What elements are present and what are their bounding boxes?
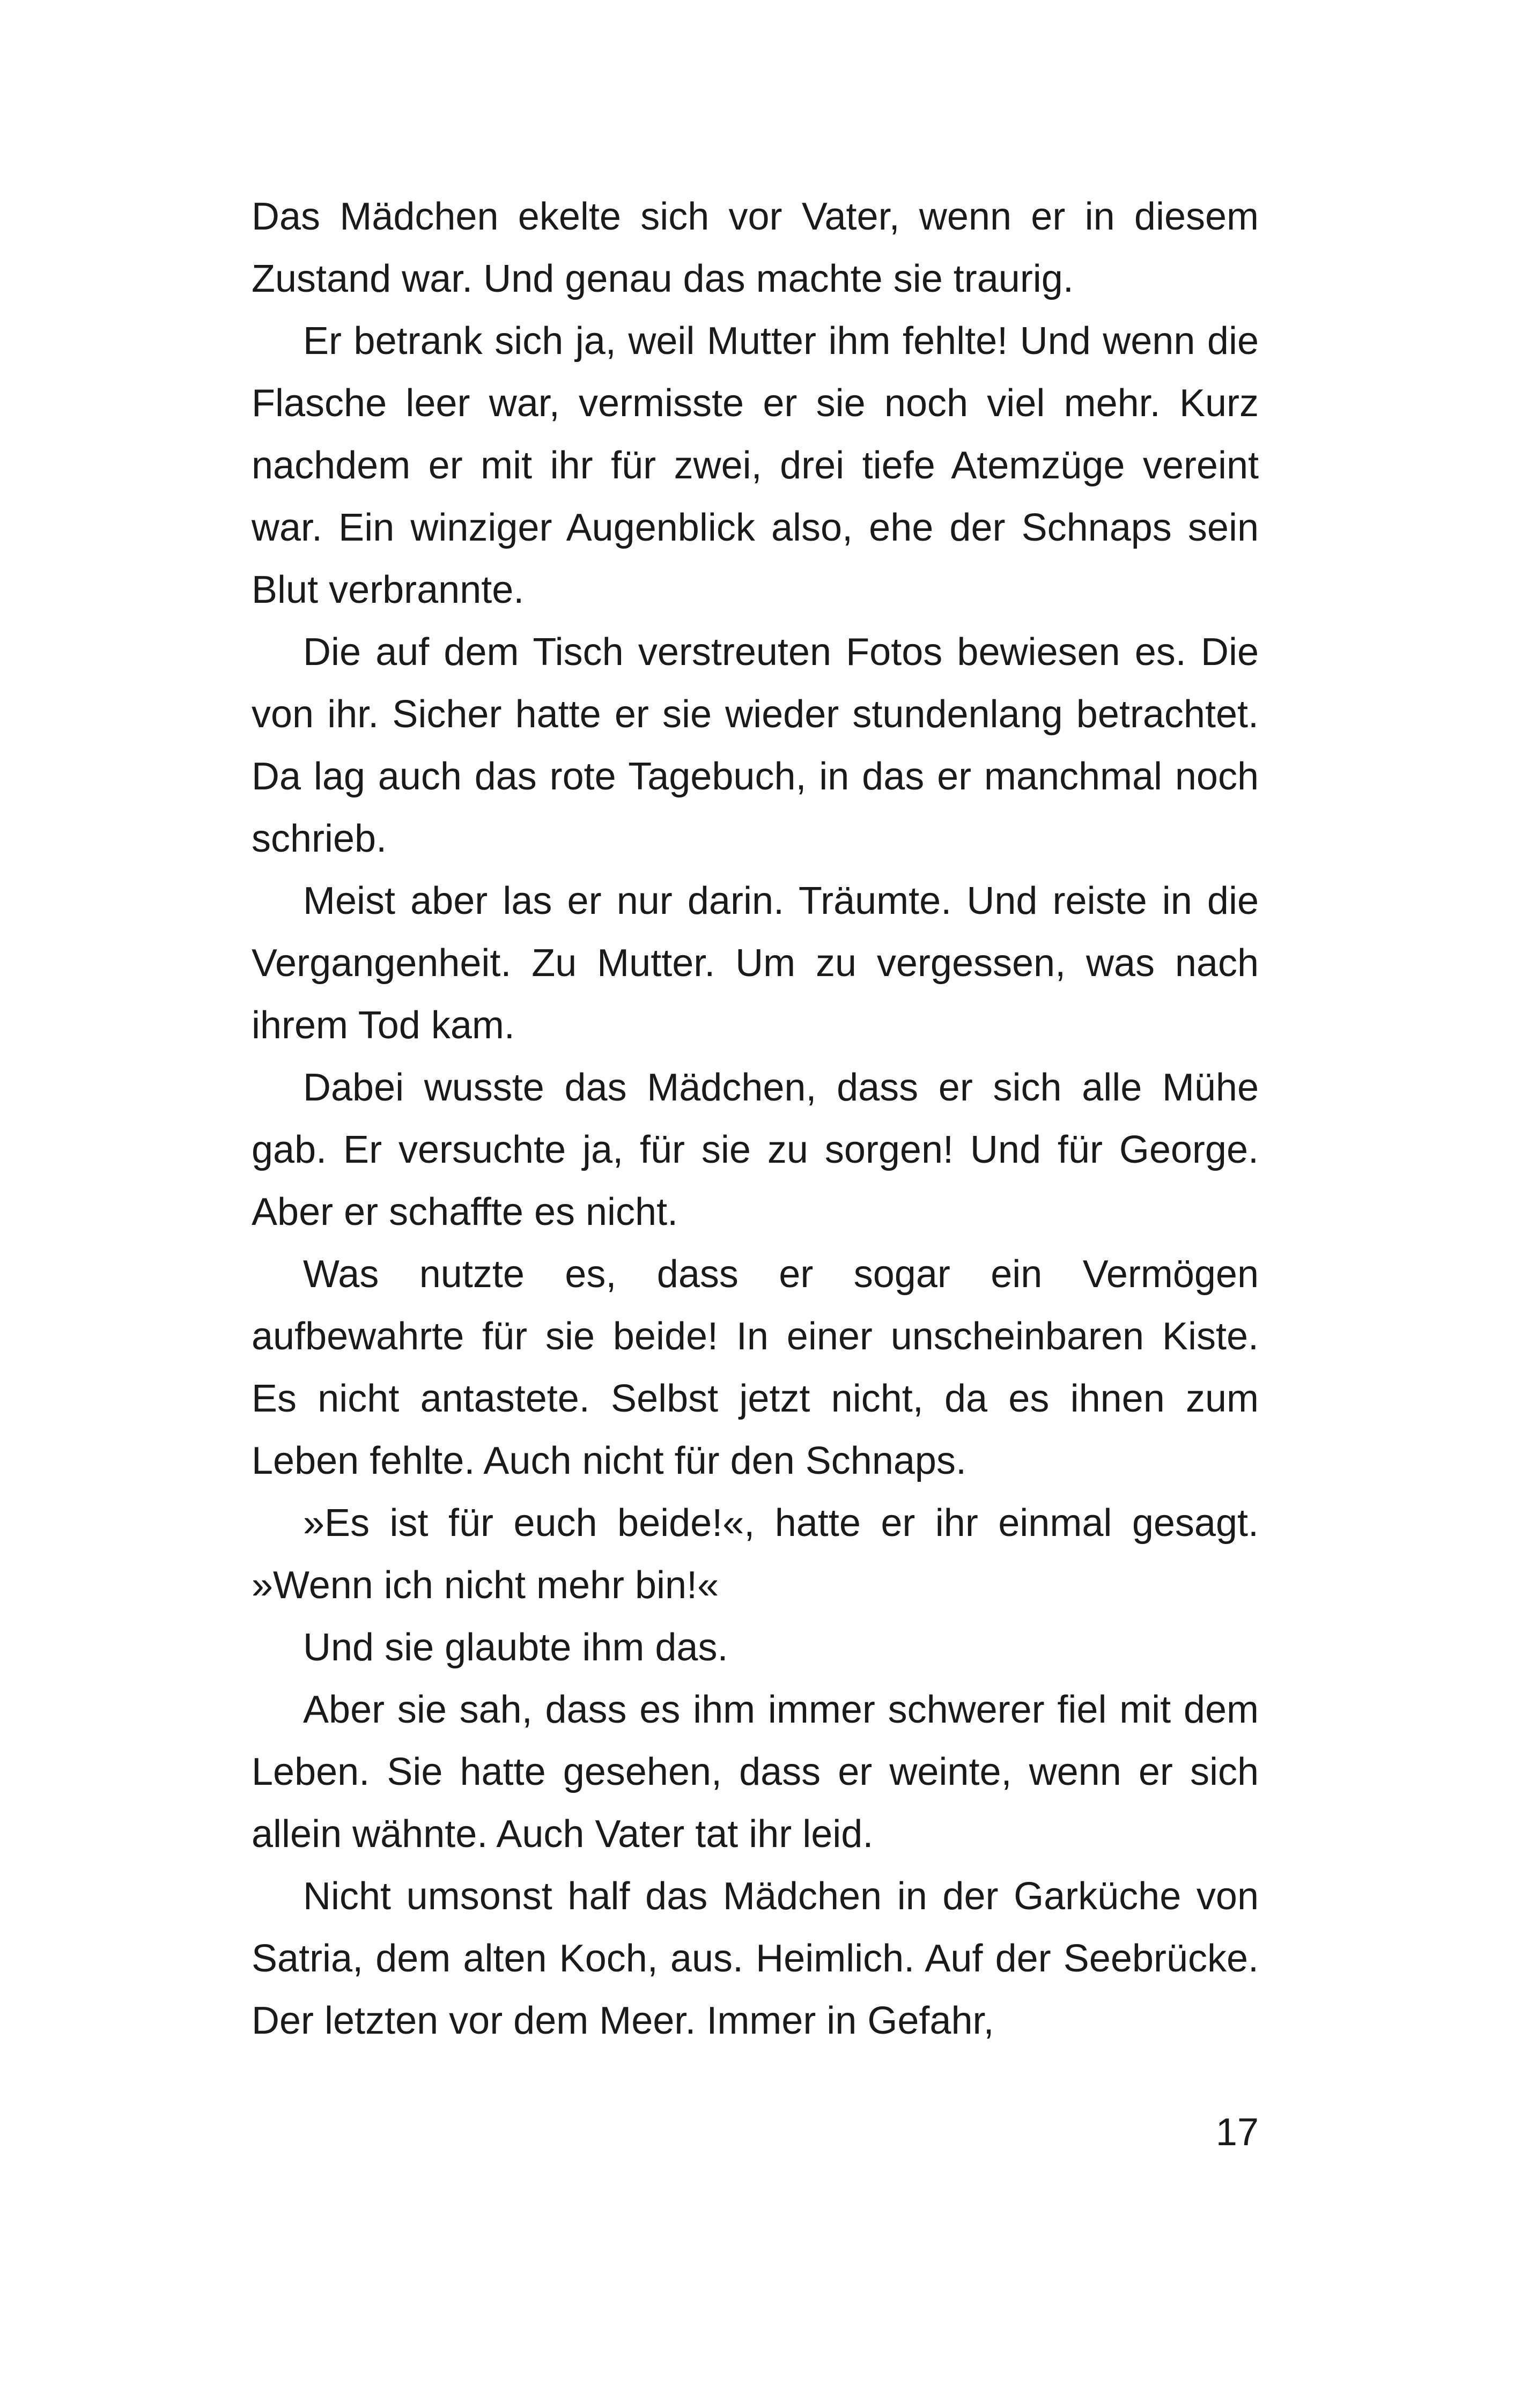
paragraph-7: »Es ist für euch beide!«, hatte er ihr einmal gesagt. »Wenn ich nicht mehr bin!«	[252, 1502, 1259, 1607]
paragraph-6: Was nutzte es, dass er sogar ein Vermögen aufbewahrte für sie beide! In einer unscheinbaren Kiste. Es nicht antastete. Selbst jetzt nicht, da es ihnen zum Leben fehlte. Auch nicht für den Schnaps.	[252, 1253, 1259, 1482]
paragraph-8: Und sie glaubte ihm das.	[303, 1626, 728, 1669]
paragraph-2: Er betrank sich ja, weil Mutter ihm fehlte! Und wenn die Flasche leer war, vermisste er sie noch viel mehr. Kurz nachdem er mit ihr für zwei, drei tiefe Atemzüge vereint war. Ein winziger Augenblick also, ehe der Schnaps sein Blut verbrannte.	[252, 320, 1259, 611]
body-text	[252, 186, 1259, 2052]
paragraph-5: Dabei wusste das Mädchen, dass er sich alle Mühe gab. Er versuchte ja, für sie zu sorgen! Und für George. Aber er schaffte es nicht.	[252, 1066, 1259, 1233]
paragraph-1: Das Mädchen ekelte sich vor Vater, wenn er in diesem Zustand war. Und genau das machte sie traurig.	[252, 195, 1259, 300]
paragraph-3: Die auf dem Tisch verstreuten Fotos bewiesen es. Die von ihr. Sicher hatte er sie wieder stundenlang betrachtet. Da lag auch das rote Tagebuch, in das er manchmal noch schrieb.	[252, 631, 1259, 860]
page-number: 17	[1215, 2111, 1259, 2154]
paragraph-4: Meist aber las er nur darin. Träumte. Und reiste in die Vergangenheit. Zu Mutter. Um zu vergessen, was nach ihrem Tod kam.	[252, 880, 1259, 1047]
paragraph-10: Nicht umsonst half das Mädchen in der Garküche von Satria, dem alten Koch, aus. Heimlich. Auf der Seebrücke. Der letzten vor dem Meer. Immer in Gefahr,	[252, 1875, 1259, 2042]
paragraph-9: Aber sie sah, dass es ihm immer schwerer fiel mit dem Leben. Sie hatte gesehen, dass er weinte, wenn er sich allein wähnte. Auch Vater tat ihr leid.	[252, 1688, 1259, 1856]
